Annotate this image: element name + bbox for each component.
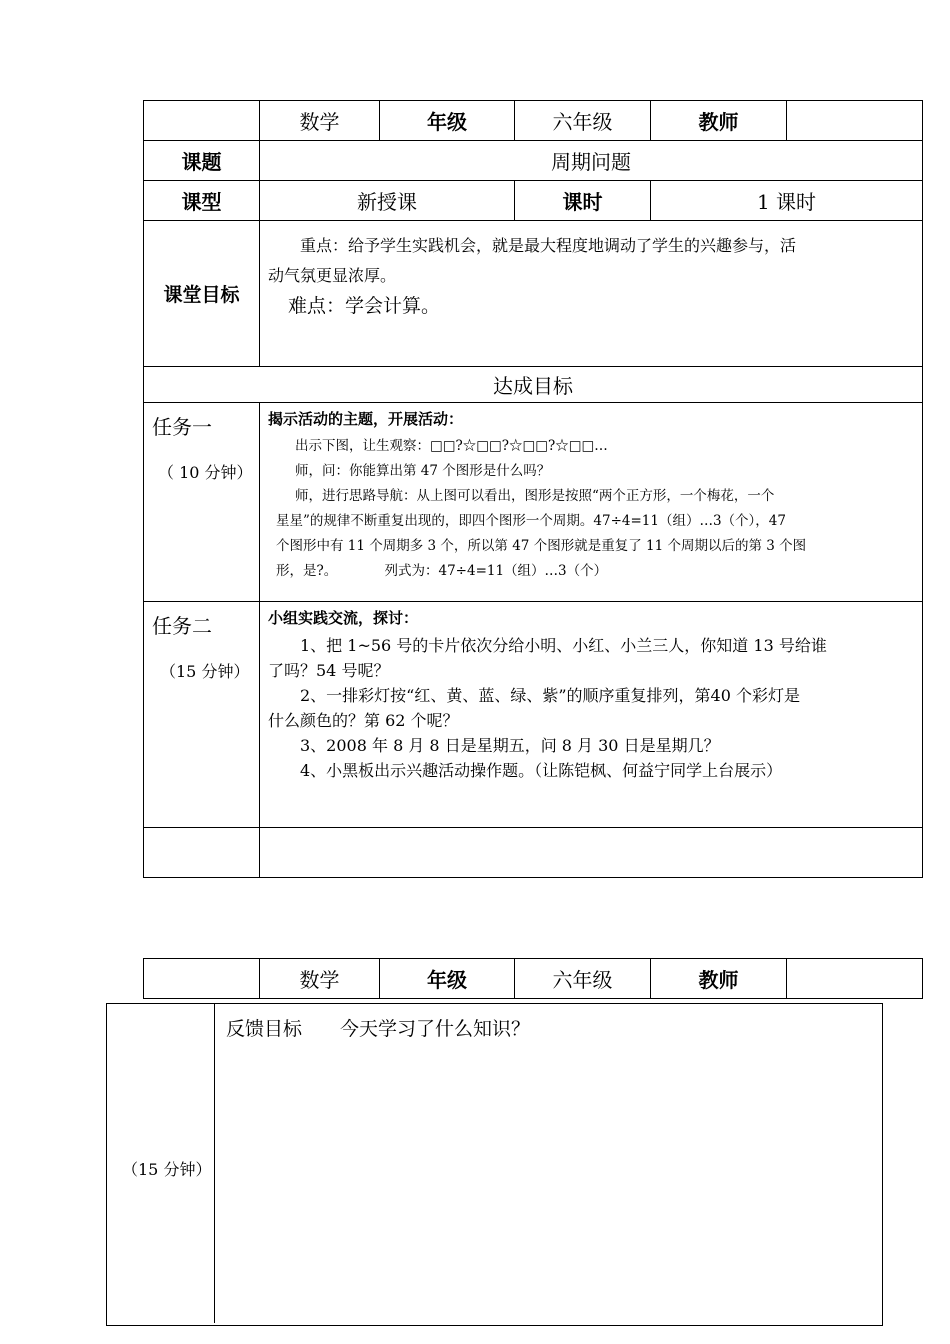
topic-row bbox=[144, 141, 923, 181]
task2-content bbox=[260, 602, 923, 828]
task1-row bbox=[144, 403, 923, 602]
task2-line: 1、把 1~56 号的卡片依次分给小明、小红、小兰三人，你知道 13 号给谁 bbox=[300, 636, 827, 655]
topic-cell: 周期问题 bbox=[260, 141, 923, 181]
task1-line: 个图形中有 11 个周期多 3 个，所以第 47 个图形就是重复了 11 个周期以后的第 3 个图 bbox=[276, 538, 807, 554]
subject-cell: 数学 bbox=[260, 959, 380, 999]
task2-line: 2、一排彩灯按“红、黄、蓝、绿、紫”的顺序重复排列，第40 个彩灯是 bbox=[300, 686, 800, 705]
empty-cell bbox=[260, 828, 923, 878]
task1-content bbox=[260, 403, 923, 602]
task2-line: 什么颜色的？第 62 个呢？ bbox=[268, 711, 459, 730]
task2-row bbox=[144, 602, 923, 828]
task1-label-cell bbox=[144, 403, 260, 602]
key-point-line-1: 重点：给予学生实践机会，就是最大程度地调动了学生的兴趣参与，活 bbox=[300, 236, 797, 255]
feedback-time: （15 分钟） bbox=[122, 1160, 212, 1179]
achieve-title: 达成目标 bbox=[144, 367, 923, 403]
teacher-cell bbox=[787, 101, 923, 141]
header-blank-cell bbox=[144, 101, 260, 141]
difficulty-line: 难点：学会计算。 bbox=[288, 295, 441, 317]
feedback-box bbox=[106, 1003, 883, 1326]
feedback-label: 反馈目标 bbox=[226, 1018, 303, 1040]
task2-line: 了吗？54 号呢？ bbox=[268, 661, 390, 680]
task1-line: 星星”的规律不断重复出现的，即四个图形一个周期。47÷4=11（组）…3（个），47 bbox=[276, 513, 786, 529]
feedback-question: 今天学习了什么知识？ bbox=[340, 1018, 531, 1040]
empty-row bbox=[144, 828, 923, 878]
task1-title: 任务一 bbox=[152, 415, 212, 439]
task1-line: 师，进行思路导航：从上图可以看出，图形是按照“两个正方形，一个梅花，一个 bbox=[295, 488, 775, 504]
achieve-row bbox=[144, 367, 923, 403]
task1-time: （ 10 分钟） bbox=[158, 463, 253, 482]
task1-lead: 揭示活动的主题，开展活动： bbox=[268, 410, 464, 428]
hours-cell: 1 课时 bbox=[651, 181, 923, 221]
task2-title: 任务二 bbox=[152, 614, 212, 638]
feedback-heading bbox=[226, 1014, 530, 1041]
header-row bbox=[144, 101, 923, 141]
grade-label: 年级 bbox=[380, 101, 515, 141]
task1-line: 出示下图，让生观察：□□?☆□□?☆□□?☆□□… bbox=[295, 438, 608, 454]
hours-label: 课时 bbox=[515, 181, 651, 221]
key-point-line-2: 动气氛更显浓厚。 bbox=[268, 266, 397, 285]
task2-lead: 小组实践交流，探讨： bbox=[268, 609, 419, 627]
type-label: 课型 bbox=[144, 181, 260, 221]
goals-row bbox=[144, 221, 923, 367]
grade-label: 年级 bbox=[380, 959, 515, 999]
task1-line: 形，是?。 列式为：47÷4=11（组）…3（个） bbox=[276, 563, 608, 579]
empty-cell bbox=[144, 828, 260, 878]
subject-cell: 数学 bbox=[260, 101, 380, 141]
grade-cell: 六年级 bbox=[515, 959, 651, 999]
lesson-plan-table bbox=[143, 100, 923, 878]
topic-label: 课题 bbox=[144, 141, 260, 181]
type-row bbox=[144, 181, 923, 221]
teacher-label: 教师 bbox=[651, 959, 787, 999]
grade-cell: 六年级 bbox=[515, 101, 651, 141]
task2-time: （15 分钟） bbox=[160, 662, 250, 681]
task2-line: 4、小黑板出示兴趣活动操作题。（让陈铠枫、何益宁同学上台展示） bbox=[300, 761, 783, 780]
task2-label-cell bbox=[144, 602, 260, 828]
task1-line: 师，问：你能算出第 47 个图形是什么吗？ bbox=[295, 463, 551, 479]
type-cell: 新授课 bbox=[260, 181, 515, 221]
teacher-label: 教师 bbox=[651, 101, 787, 141]
lesson-plan-table-2 bbox=[143, 958, 923, 999]
task2-line: 3、2008 年 8 月 8 日是星期五，问 8 月 30 日是星期几？ bbox=[300, 736, 720, 755]
header-blank-cell bbox=[144, 959, 260, 999]
teacher-cell bbox=[787, 959, 923, 999]
header-row bbox=[144, 959, 923, 999]
feedback-divider bbox=[214, 1003, 215, 1323]
goals-label: 课堂目标 bbox=[144, 221, 260, 367]
goals-cell bbox=[260, 221, 923, 367]
